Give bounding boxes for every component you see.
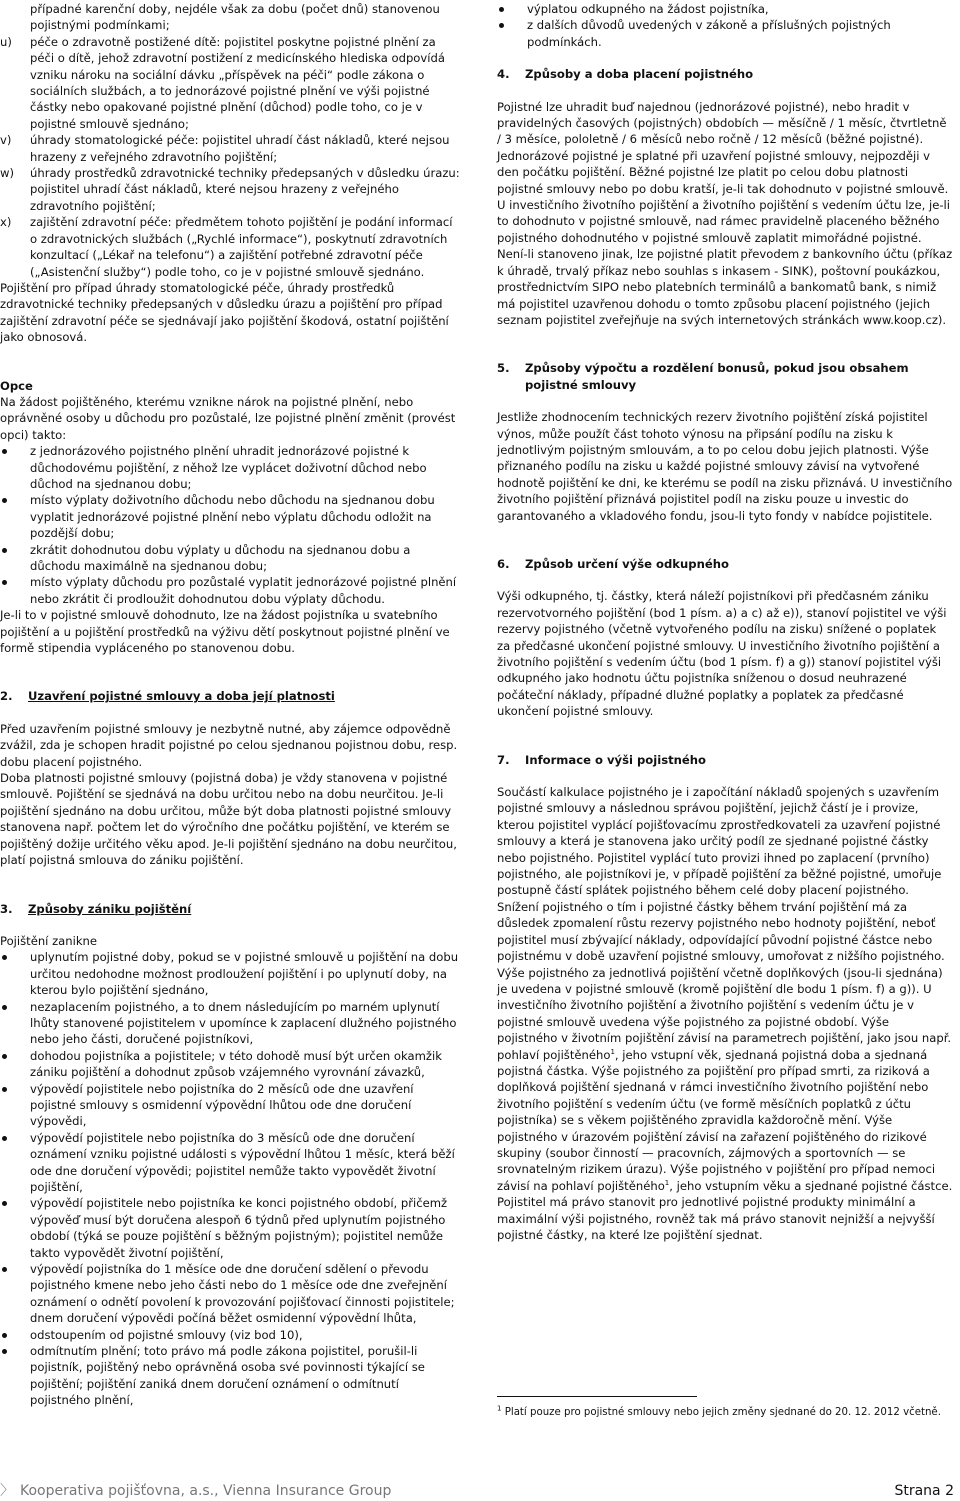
list-item-v <box>0 132 462 165</box>
left-column <box>0 1 462 1409</box>
section-number: 5. <box>497 361 510 376</box>
section-title: Způsoby výpočtu a rozdělení bonusů, pokud jsou obsahem pojistné smlouvy <box>525 361 909 392</box>
text-run: , jeho vstupním věku a sjednané pojistné částce. Pojistitel má právo stanovit pro jednotlivé pojistné produkty minimální a maximální výši pojistného, rovněž tak má právo stanovit nejnižší a nejvyšší pojistné částky, na které lze pojištění sjednat. <box>497 1178 953 1242</box>
bullet-item: z jednorázového pojistného plnění uhradit jednorázové pojistné k důchodovému pojištění, z něhož lze vyplácet doživotní důchod nebo důchod na sjednanou dobu; <box>0 443 462 492</box>
paragraph: Součástí kalkulace pojistného je i započítání nákladů spojených s uzavřením pojistné smlouvy a následnou správou pojištění, jejichž částí je i provize, kterou pojistitel vyplácí pojišťovacímu zprostředkovateli za uzavření pojistné smlouvy a která je stanovena jako určitý podíl ze sjednané pojistné částky nebo pojistného. Pojistitel vyplácí tuto provizi ihned po zaplacení (prvního) pojistného, ale pojistníkovi je, v případě pojištění za běžné pojistné, umořuje postupně částí splátek pojistného během celé doby placení pojistného. <box>497 785 942 898</box>
list-item-text: zajištění zdravotní péče: předmětem tohoto pojištění je podání informací o zdravotnických službách („Rychlé informace“), poskytnutí zdravotních konzultací („Lékař na telefonu“) a zajištění potřebné zdravotní péče („Asistenční služby“) podle toho, co je v pojistné smlouvě sjednáno. <box>30 215 453 279</box>
list-item-w <box>0 165 462 214</box>
section-number: 3. <box>0 901 13 916</box>
bullet-item: místo výplaty doživotního důchodu nebo důchodu na sjednanou dobu vyplatit jednorázové pojistné plnění nebo výplatu důchodu odložit na pozdější dobu; <box>0 492 462 541</box>
paragraph: Doba platnosti pojistné smlouvy (pojistná doba) je vždy stanovena v pojistné smlouvě. Pojištění se sjednává na dobu určitou nebo na dobu neurčitou. Je-li pojištění sjednáno na dobu určitou, může být doba platnosti pojistné smlouvy stanovena např. počtem let do výročního dne počátku pojištění, ve kterém se pojištěný dožije určitého věku apod. Je-li pojištění sjednáno na dobu neurčitou, platí pojistná smlouva do zániku pojištění. <box>0 771 457 868</box>
list-marker: v) <box>0 133 12 148</box>
section-number: 2. <box>0 689 13 704</box>
text-run: , jeho vstupní věk, sjednaná pojistná doba a sjednaná pojistná částka. Výše pojistného za pojištění pro případ smrti, za riziková a doplňková pojištění sjednaná v rámci investičního životního pojištění nebo životního pojištění s vedením účtu (ve formě měsíčních poplatků z účtu pojistníka) se s věkem pojištěného zpravidla každoročně mění. Výše pojistného v úrazovém pojištění závisí na zařazení pojištěného do rizikové skupiny (soubor činností — pracovních, zájmových a sportovních — se srovnatelným rizikem úrazu). Výše pojistného v pojištění pro případ nemoci závisí na pohlaví pojištěného <box>497 1047 936 1193</box>
right-column <box>497 1 953 1243</box>
list-item-u <box>0 34 462 132</box>
bullet-item: nezaplacením pojistného, a to dnem následujícím po marném uplynutí lhůty stanovené pojistitelem v upomínce k zaplacení dlužného pojistného nebo jeho části, doručené pojistníkovi, <box>0 999 462 1048</box>
footer-company-text: Kooperativa pojišťovna, a.s., Vienna Insurance Group <box>20 1483 392 1499</box>
list-marker: u) <box>0 34 12 49</box>
footnote-ref: 1 <box>610 1047 615 1056</box>
list-item-text: péče o zdravotně postižené dítě: pojistitel poskytne pojistné plnění za péči o dítě, jehož zdravotní postižení z medicínského hlediska odpovídá vzniku nároku na sociální dávku „příspěvek na péči“ podle zákona o sociálních službách, a to jednorázové pojistné plnění ve výši pojistné částky nebo opakované pojistné plnění (důchod) podle toho, co je v pojistné smlouvě sjednáno; <box>30 34 445 131</box>
bullet-item: odmítnutím plnění; toto právo má podle zákona pojistitel, porušil-li pojistník, pojištěný nebo oprávněná osoba své povinnosti týkající se pojištění; pojištění zaniká dnem doručení oznámení o odmítnutí pojistného plnění, <box>0 1343 462 1409</box>
list-item-x <box>0 214 462 280</box>
list-marker: w) <box>0 166 15 181</box>
paragraph: Je-li to v pojistné smlouvě dohodnuto, lze na žádost pojistníka u svatebního pojištění a u pojištění prostředků na výživu dětí poskytnout pojistné plnění ve formě stipendia vypláceného po stanovenou dobu. <box>0 608 450 656</box>
list-item-text: úhrady stomatologické péče: pojistitel uhradí část nákladů, které nejsou hrazeny z veřejného zdravotního pojištění; <box>30 133 450 164</box>
paragraph: Pojištění pro případ úhrady stomatologické péče, úhrady prostředků zdravotnické techniky předepsaných v důsledku úrazu a pojištění pro případ zajištění zdravotní péče se sjednávají jako pojištění škodová, ostatní pojištění jako obnosová. <box>0 280 449 345</box>
paragraph: Pojistné lze uhradit buď najednou (jednorázové pojistné), nebo hradit v pravidelných časových (pojistných) obdobích — měsíčně / 1 měsíc, čtvrtletně / 3 měsíce, pololetně / 6 měsíců nebo ročně / 12 měsíců (běžné pojistné). Jednorázové pojistné je splatné při uzavření pojistné smlouvy, nejpozději v den počátku pojištění. Běžné pojistné lze platit po celou dobu platnosti pojistné smlouvy nebo po dobu kratší, je-li tak dohodnuto v pojistné smlouvě. U investičního životního pojištění a životního pojištění s vedením účtu lze, je-li to dohodnuto v pojistné smlouvě, nad rámec pravidelně placeného běžného pojistného dohodnutého v pojistné smlouvě zaplatit mimořádné pojistné. Není-li stanoveno jinak, lze pojistné platit převodem z bankovního účtu (příkaz k úhradě, trvalý příkaz nebo souhlas s inkasem - SINK), poštovní poukázkou, prostřednictvím SIPO nebo platebních terminálů a bankomatů bank, s nimiž má pojistitel uzavřenou dohodu o tomto způsobu placení pojistného (jejich seznam pojistitel zveřejňuje na svých internetových stránkách www.koop.cz). <box>497 99 953 327</box>
paragraph <box>497 965 953 1244</box>
bullet-item: výpovědí pojistitele nebo pojistníka ke konci pojistného období, přičemž výpověď musí být doručena alespoň 6 týdnů před uplynutím pojistného období (týká se pouze pojištění s běžným pojistným); pojistitel nemůže takto vypovědět životní pojištění, <box>0 1195 462 1261</box>
page-footer <box>0 1482 960 1500</box>
paragraph: Na žádost pojištěného, kterému vznikne nárok na pojistné plnění, nebo oprávněné osoby u důchodu pro pozůstalé, lze pojistné plnění změnit (provést opci) takto: <box>0 394 456 442</box>
paragraph: Pojištění zanikne <box>0 933 98 948</box>
list-item-text: případné karenční doby, nejdéle však za dobu (počet dnů) stanovenou pojistnými podmínkami; <box>30 2 440 33</box>
footnote <box>497 1405 953 1421</box>
section-heading-6 <box>497 556 953 572</box>
section-title: Informace o výši pojistného <box>525 752 706 767</box>
paragraph: Jestliže zhodnocením technických rezerv životního pojištění získá pojistitel výnos, může použít část tohoto výnosu na připsání podílu na zisku k jednotlivým pojistným smlouvám, a to po celou dobu jejich platnosti. Výše přiznaného podílu na zisku u každé pojistné smlouvy závisí na vytvořené hodnotě pojištění ke dni, ke kterému se podíl na zisku přiznává. U investičního životního pojištění přiznává pojistitel podíl na zisku pouze u investic do garantovaného a vkladového fondu, jsou-li tyto fondy v nabídce pojistitele. <box>497 410 953 523</box>
list-item-text: úhrady prostředků zdravotnické techniky předepsaných v důsledku úrazu: pojistitel uhradí část nákladů, které nejsou hrazeny z veřejného zdravotního pojištění; <box>30 166 460 213</box>
bullet-item: dohodou pojistníka a pojistitele; v této dohodě musí být určen okamžik zániku pojištění a dohodnut způsob vzájemného vyrovnání závazků, <box>0 1048 462 1081</box>
section-title: Uzavření pojistné smlouvy a doba její platnosti <box>28 689 335 704</box>
paragraph: Snížení pojistného o tím i pojistné částky během trvání pojištění má za důsledek zpomalení růstu rezervy pojistného nebo hodnoty pojištění, neboť pojistitel musí zbývající náklady, odpovídající původní pojistné částce nebo pojistnému v době uzavření pojistné smlouvy, umořovat z nižšího pojistného. <box>497 899 945 964</box>
text-run: Výše pojistného za jednotlivá pojištění včetně doplňkových (jsou-li sjednána) je uvedena v pojistné smlouvě (kromě pojištění dle bodu 1 písm. f) a g)). U investičního životního pojištění a životního pojištění s vedením účtu je v pojistné smlouvě uvedena výše pojistného za pojistné období. Výše pojistného v životním pojištění závisí na parametrech pojištění, jako jsou např. pohlaví pojištěného <box>497 965 952 1062</box>
section-number: 7. <box>497 752 510 767</box>
list-item <box>0 1 462 34</box>
page-number: Strana 2 <box>894 1483 954 1499</box>
footnote-block <box>497 1396 953 1421</box>
list-marker: x) <box>0 215 12 230</box>
footnote-mark: 1 <box>497 1404 502 1413</box>
footnote-text: Platí pouze pro pojistné smlouvy nebo jejich změny sjednané do 20. 12. 2012 včetně. <box>504 1407 941 1418</box>
chevron-right-icon: 〉 <box>0 1483 14 1499</box>
footnote-ref: 1 <box>664 1178 670 1187</box>
bullet-item: výpovědí pojistitele nebo pojistníka do 3 měsíců ode dne doručení oznámení vzniku pojistné události s výpovědní lhůtou 1 měsíc, která běží ode dne doručení výpovědi; pojistitel nemůže takto vypovědět životní pojištění, <box>0 1130 462 1196</box>
section-heading-4 <box>497 66 953 82</box>
paragraph: Před uzavřením pojistné smlouvy je nezbytně nutné, aby zájemce odpovědně zvážil, zda je schopen hradit pojistné po celou sjednanou pojistnou dobu, resp. dobu placení pojistného. <box>0 721 458 769</box>
section-title: Způsoby a doba placení pojistného <box>525 67 754 82</box>
footer-company <box>0 1482 391 1500</box>
footnote-divider <box>497 1396 697 1397</box>
section-number: 4. <box>497 67 510 82</box>
bullet-item: výpovědí pojistitele nebo pojistníka do 2 měsíců ode dne uzavření pojistné smlouvy s osmidenní výpovědní lhůtou ode dne doručení výpovědi, <box>0 1081 462 1130</box>
section-heading-5 <box>497 360 953 393</box>
paragraph: Výši odkupného, tj. částky, která náleží pojistníkovi při předčasném zániku rezervotvorného pojištění (bod 1 písm. a) a c) až e)), stanoví pojistitel ve výši rezervy pojistného (včetně vytvořeného podílu na zisku) snížené o poplatek za předčasné ukončení pojistné smlouvy. U investičního životního pojištění a životního pojištění s vedením účtu (bod 1 písm. f) a g)) stanoví pojistitel výši odkupného jako hodnotu účtu pojistníka sníženou o dosud neuhrazené počáteční náklady, případné dlužné poplatky a poplatek za předčasné ukončení pojistné smlouvy. <box>497 589 947 719</box>
section-title: Způsoby zániku pojištění <box>28 901 192 916</box>
section-heading-7 <box>497 752 953 768</box>
bullet-item: z dalších důvodů uvedených v zákoně a příslušných pojistných podmínkách. <box>497 17 953 50</box>
section-number: 6. <box>497 556 510 571</box>
bullet-item: zkrátit dohodnutou dobu výplaty u důchodu na sjednanou dobu a důchodu maximálně na sjednanou dobu; <box>0 542 462 575</box>
bullet-item: výpovědí pojistníka do 1 měsíce ode dne doručení sdělení o převodu pojistného kmene nebo jeho části nebo do 1 měsíce ode dne zveřejnění oznámení o odnětí povolení k provozování pojišťovací činnosti pojistitele; dnem doručení výpovědi počíná běžet osmidenní výpovědní lhůta, <box>0 1261 462 1327</box>
bullet-item: odstoupením od pojistné smlouvy (viz bod 10), <box>0 1327 462 1343</box>
bullet-item: výplatou odkupného na žádost pojistníka, <box>497 1 953 17</box>
section-heading-2 <box>0 688 462 704</box>
section-heading-opce: Opce <box>0 378 33 393</box>
bullet-item: uplynutím pojistné doby, pokud se v pojistné smlouvě u pojištění na dobu určitou nedohodne možnost prodloužení pojištění i po uplynutí doby, na kterou bylo pojištění sjednáno, <box>0 949 462 998</box>
bullet-item: místo výplaty důchodu pro pozůstalé vyplatit jednorázové pojistné plnění nebo zkrátit či prodloužit dohodnutou dobu výplaty důchodu. <box>0 574 462 607</box>
section-heading-3 <box>0 901 462 917</box>
section-title: Způsob určení výše odkupného <box>525 556 729 571</box>
